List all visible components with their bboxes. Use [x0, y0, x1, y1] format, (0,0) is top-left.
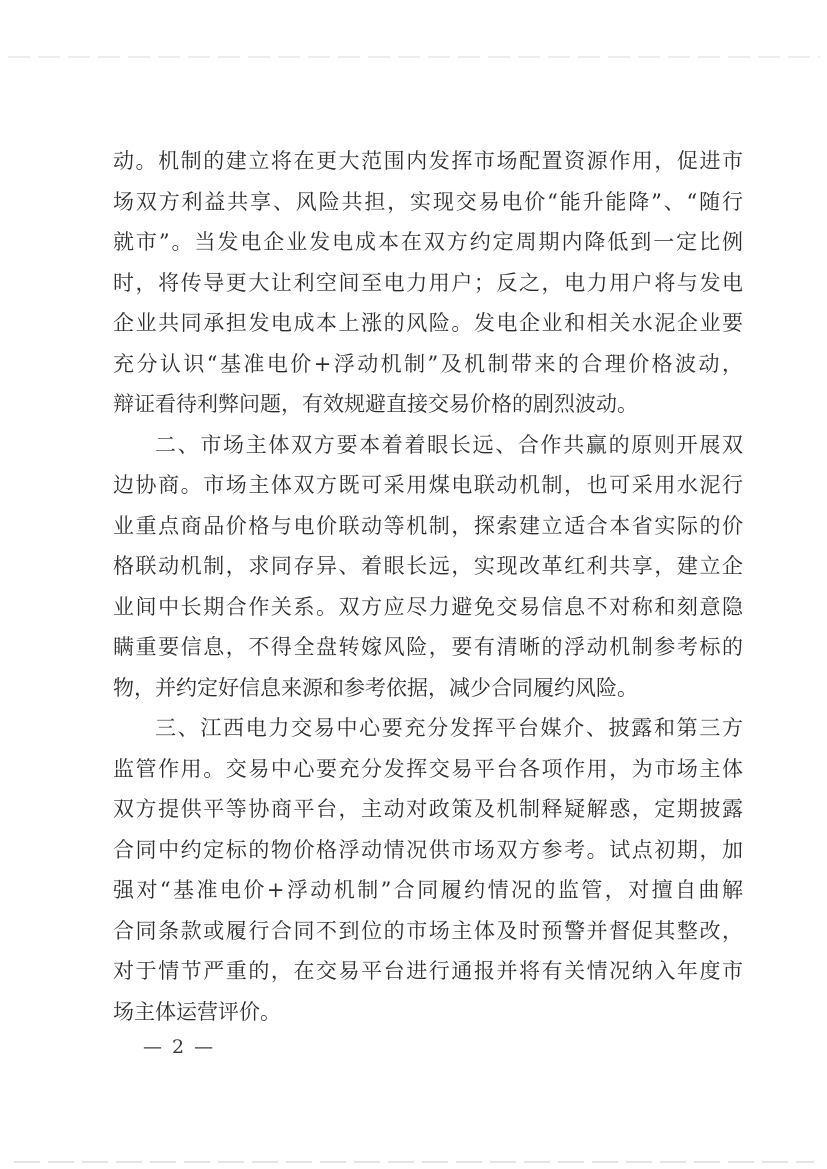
text-line: 时，将传导更大让利空间至电力用户；反之，电力用户将与发电 — [113, 270, 743, 295]
text-line: 辩证看待利弊问题，有效规避直接交易价格的剧烈波动。 — [113, 392, 638, 416]
text-line: 充分认识“基准电价+浮动机制”及机制带来的合理价格波动， — [113, 351, 743, 376]
text-line: 场双方利益共享、风险共担，实现交易电价“能升能降”、“随行 — [113, 189, 743, 214]
scan-artifact-bottom — [14, 1161, 814, 1163]
text-line: 企业共同承担发电成本上涨的风险。发电企业和相关水泥企业要 — [113, 311, 743, 335]
text-line: 业间中长期合作关系。双方应尽力避免交易信息不对称和刻意隐 — [113, 594, 743, 619]
text-line: 动。机制的建立将在更大范围内发挥市场配置资源作用，促进市 — [113, 149, 743, 173]
text-line: 边协商。市场主体双方既可采用煤电联动机制，也可采用水泥行 — [113, 473, 743, 497]
text-line: 强对“基准电价+浮动机制”合同履约情况的监管，对擅自曲解 — [113, 878, 743, 902]
text-line: 双方提供平等协商平台，主动对政策及机制释疑解惑，定期披露 — [113, 797, 743, 821]
scan-artifact-top — [8, 56, 820, 58]
text-line: 业重点商品价格与电价联动等机制，探索建立适合本省实际的价 — [113, 513, 743, 538]
text-line: 瞒重要信息，不得全盘转嫁风险，要有清晰的浮动机制参考标的 — [113, 635, 743, 659]
text-line: 合同中约定标的物价格浮动情况供市场双方参考。试点初期，加 — [113, 837, 743, 862]
text-line: 监管作用。交易中心要充分发挥交易平台各项作用，为市场主体 — [113, 756, 743, 781]
text-line: 对于情节严重的，在交易平台进行通报并将有关情况纳入年度市 — [113, 959, 743, 983]
text-line: 合同条款或履行合同不到位的市场主体及时预警并督促其整改， — [113, 918, 743, 943]
paragraph-2 — [113, 425, 743, 709]
text-line: 场主体运营评价。 — [113, 999, 281, 1024]
document-body — [113, 141, 743, 1032]
text-line: 物，并约定好信息来源和参考依据，减少合同履约风险。 — [113, 675, 638, 700]
text-line: 三、江西电力交易中心要充分发挥平台媒介、披露和第三方 — [155, 716, 743, 740]
text-line: 二、市场主体双方要本着着眼长远、合作共赢的原则开展双 — [155, 432, 743, 457]
page-number: — 2 — — [143, 1036, 216, 1058]
paragraph-1 — [113, 141, 743, 425]
paragraph-3 — [113, 708, 743, 1032]
text-line: 格联动机制，求同存异、着眼长远，实现改革红利共享，建立企 — [113, 554, 743, 578]
text-line: 就市”。当发电企业发电成本在双方约定周期内降低到一定比例 — [113, 230, 743, 254]
